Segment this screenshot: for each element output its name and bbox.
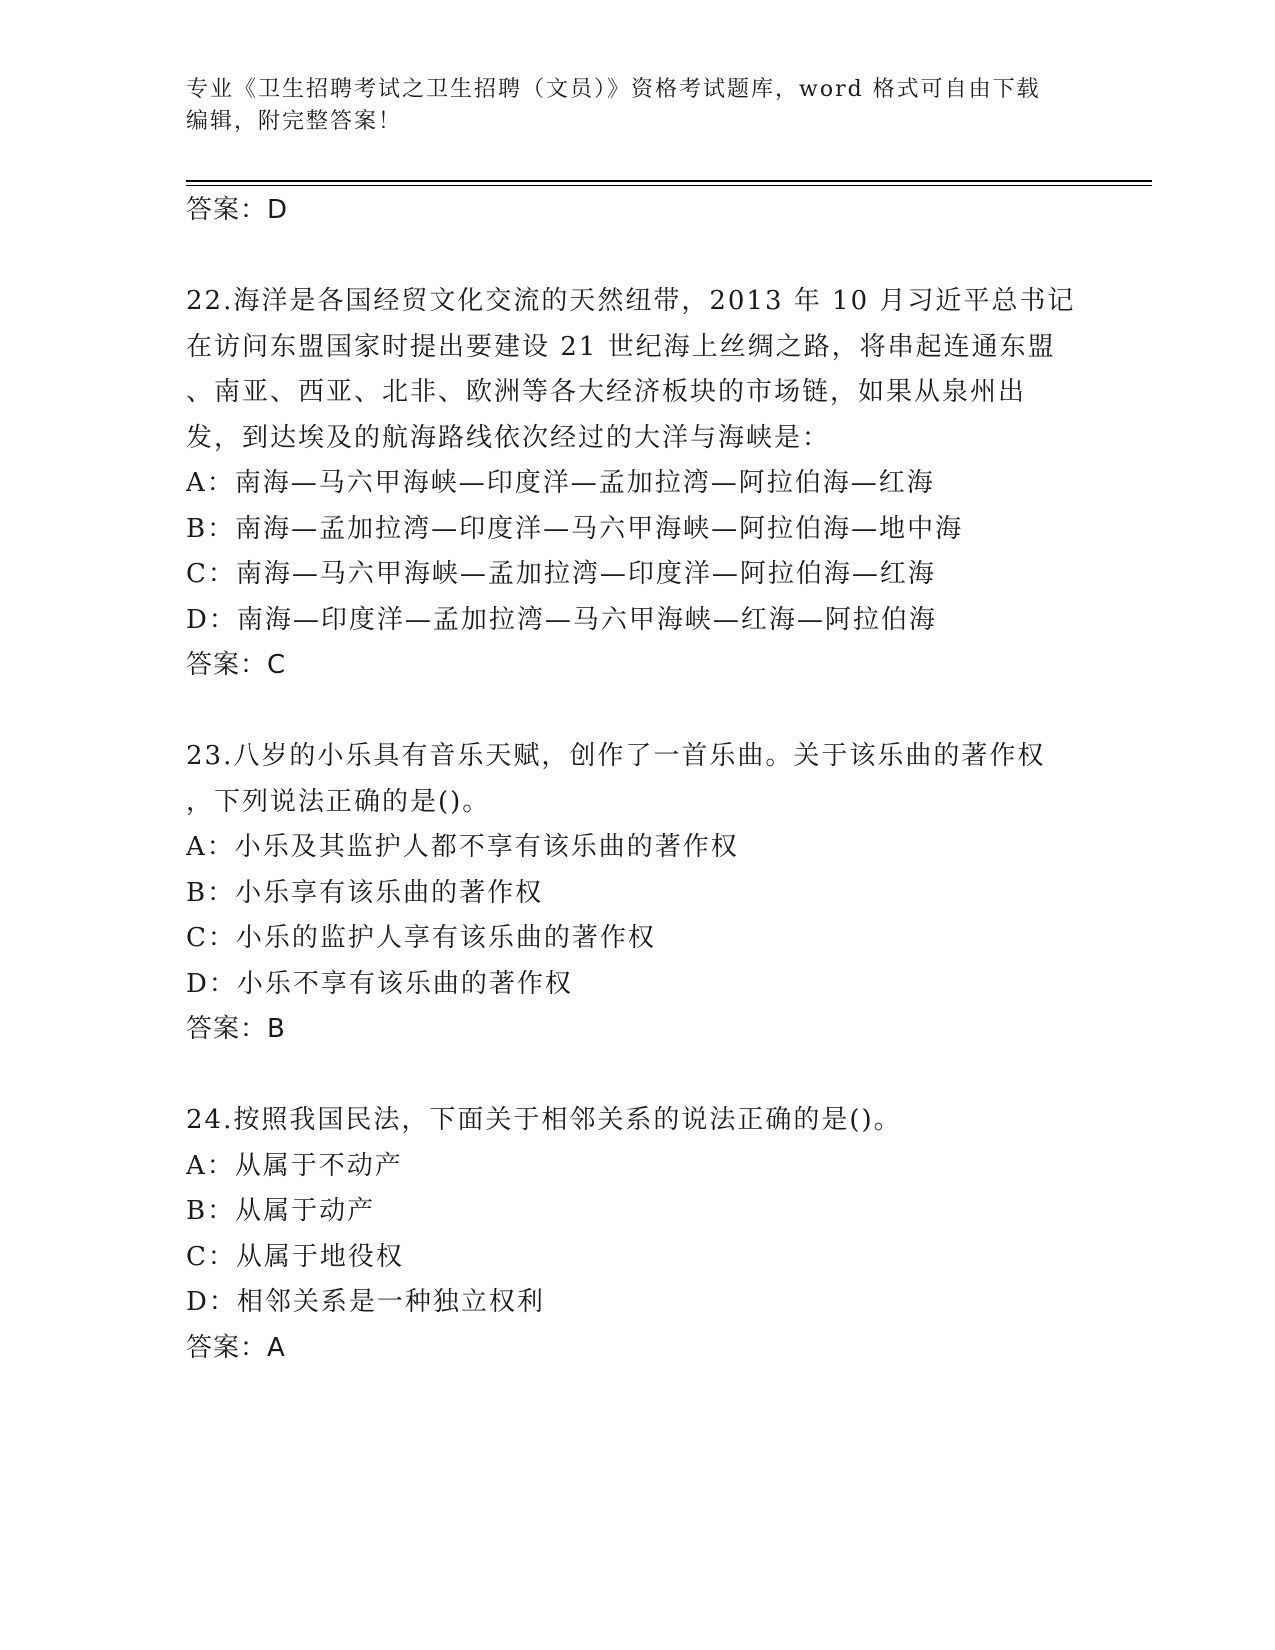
option-d: D：南海—印度洋—孟加拉湾—马六甲海峡—红海—阿拉伯海 — [186, 604, 937, 635]
question-text-line: ，下列说法正确的是()。 — [186, 786, 491, 817]
option-d: D：相邻关系是一种独立权利 — [186, 1287, 545, 1317]
document-header — [186, 74, 1086, 138]
spacer — [186, 1053, 1086, 1099]
option-b: B：从属于动产 — [186, 1196, 376, 1226]
header-line-2: 编辑，附完整答案！ — [186, 109, 403, 134]
spacer — [186, 234, 1086, 280]
question-text-line: 22.海洋是各国经贸文化交流的天然纽带，2013 年 10 月习近平总书记 — [186, 286, 1076, 316]
question-24 — [186, 1098, 1086, 1371]
option-c: C：从属于地役权 — [186, 1241, 404, 1272]
option-a: A：从属于不动产 — [186, 1150, 403, 1181]
option-a: A：小乐及其监护人都不享有该乐曲的著作权 — [186, 832, 739, 862]
answer: 答案：A — [186, 1332, 286, 1363]
option-c: C：南海—马六甲海峡—孟加拉湾—印度洋—阿拉伯海—红海 — [186, 559, 936, 589]
header-divider-thick — [186, 180, 1152, 182]
header-line-1: 专业《卫生招聘考试之卫生招聘（文员）》资格考试题库，word 格式可自由下载 — [186, 77, 1041, 102]
question-text-line: 在访问东盟国家时提出要建设 21 世纪海上丝绸之路，将串起连通东盟 — [186, 331, 1056, 362]
option-b: B：南海—孟加拉湾—印度洋—马六甲海峡—阿拉伯海—地中海 — [186, 513, 964, 544]
question-22 — [186, 279, 1086, 689]
answer: 答案：C — [186, 650, 287, 680]
question-text-line: 发，到达埃及的航海路线依次经过的大洋与海峡是： — [186, 422, 831, 453]
question-text-line: 23.八岁的小乐具有音乐天赋，创作了一首乐曲。关于该乐曲的著作权 — [186, 741, 1046, 771]
answer: 答案：B — [186, 1014, 286, 1044]
header-divider-thin — [186, 185, 1152, 186]
question-text-line: 24.按照我国民法，下面关于相邻关系的说法正确的是()。 — [186, 1105, 902, 1135]
option-b: B：小乐享有该乐曲的著作权 — [186, 877, 544, 908]
option-a: A：南海—马六甲海峡—印度洋—孟加拉湾—阿拉伯海—红海 — [186, 468, 935, 498]
question-text-line: 、南亚、西亚、北非、欧洲等各大经济板块的市场链，如果从泉州出 — [186, 377, 1027, 407]
option-c: C：小乐的监护人享有该乐曲的著作权 — [186, 923, 656, 953]
question-23 — [186, 734, 1086, 1053]
spacer — [186, 689, 1086, 735]
document-body — [186, 188, 1086, 1371]
option-d: D：小乐不享有该乐曲的著作权 — [186, 968, 573, 999]
previous-answer: 答案：D — [186, 195, 289, 225]
